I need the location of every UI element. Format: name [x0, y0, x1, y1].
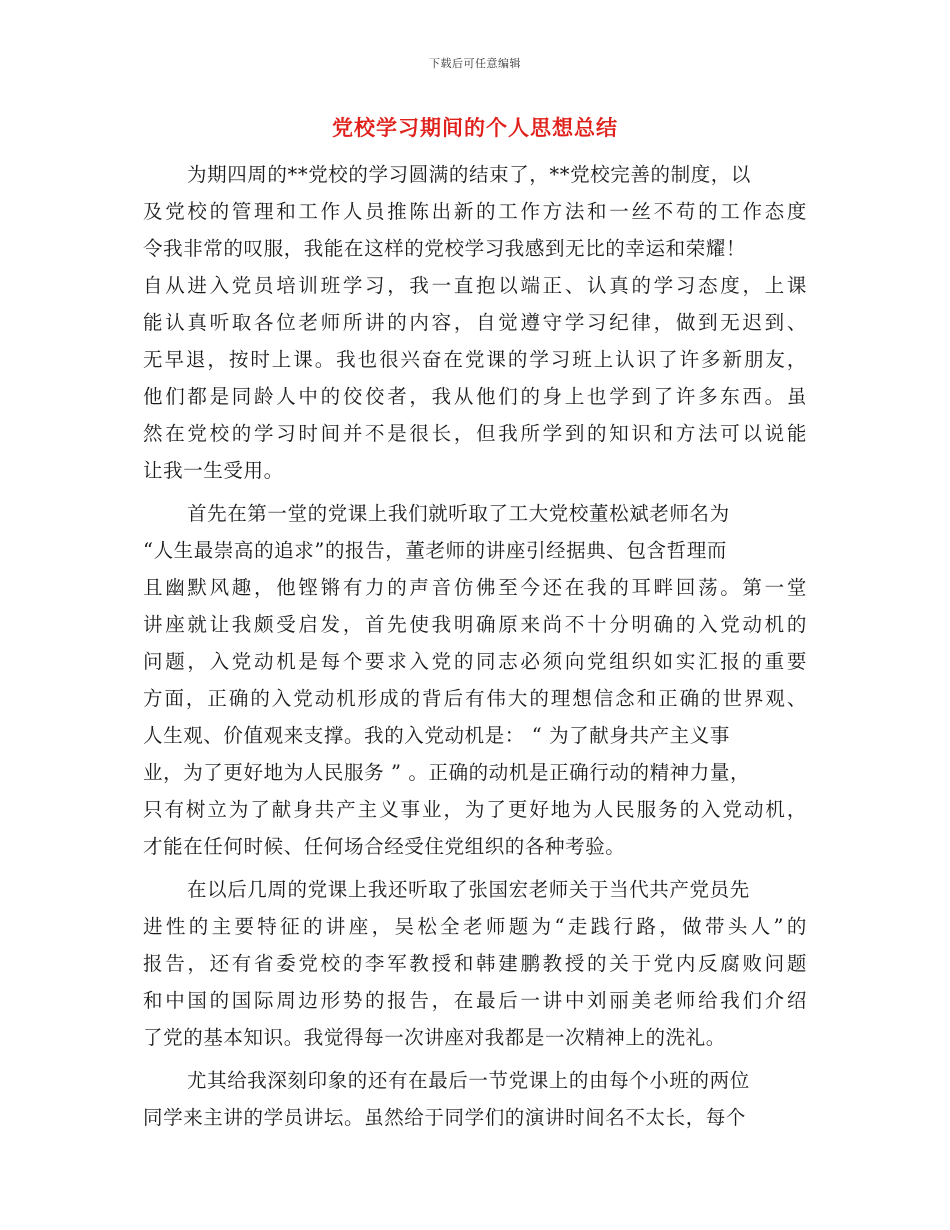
text-line: 且幽默风趣，他铿锵有力的声音仿佛至今还在我的耳畔回荡。第一堂	[143, 576, 807, 599]
text-line: 只有树立为了献身共产主义事业，为了更好地为人民服务的入党动机，	[143, 798, 807, 821]
text-line: 业，为了更好地为人民服务 ” 。正确的动机是正确行动的精神力量，	[143, 761, 751, 784]
text-line: 才能在任何时候、任何场合经受住党组织的各种考验。	[143, 835, 626, 858]
text-line: 人生观、价值观来支撑。我的入党动机是： “ 为了献身共产主义事	[143, 724, 730, 747]
text-line: 了党的基本知识。我觉得每一次讲座对我都是一次精神上的洗礼。	[143, 1026, 726, 1049]
text-line: 他们都是同龄人中的佼佼者，我从他们的身上也学到了许多东西。虽	[143, 385, 807, 408]
text-line: 然在党校的学习时间并不是很长，但我所学到的知识和方法可以说能	[143, 422, 807, 445]
text-line: 令我非常的叹服，我能在这样的党校学习我感到无比的幸运和荣耀！	[143, 237, 747, 260]
text-line: 自从进入党员培训班学习，我一直抱以端正、认真的学习态度，上课	[143, 274, 807, 297]
text-line: 首先在第一堂的党课上我们就听取了工大党校董松斌老师名为	[187, 502, 730, 525]
text-line: “人生最崇高的追求”的报告，董老师的讲座引经据典、包含哲理而	[143, 539, 727, 562]
download-note-header: 下载后可任意编辑	[429, 57, 521, 70]
document-title: 党校学习期间的个人思想总结	[332, 116, 618, 140]
text-line: 和中国的国际周边形势的报告，在最后一讲中刘丽美老师给我们介绍	[143, 989, 807, 1012]
text-line: 及党校的管理和工作人员推陈出新的工作方法和一丝不苟的工作态度	[143, 200, 807, 223]
paragraph-2	[143, 495, 807, 865]
text-line: 进性的主要特征的讲座，吴松全老师题为“走践行路，做带头人”的	[143, 915, 807, 938]
text-line: 在以后几周的党课上我还听取了张国宏老师关于当代共产党员先	[187, 878, 750, 901]
document-body	[143, 156, 807, 1136]
text-line: 同学来主讲的学员讲坛。虽然给于同学们的演讲时间名不太长，每个	[143, 1106, 747, 1129]
text-line: 报告，还有省委党校的李军教授和韩建鹏教授的关于党内反腐败问题	[143, 952, 807, 975]
text-line: 尤其给我深刻印象的还有在最后一节党课上的由每个小班的两位	[187, 1069, 750, 1092]
text-line: 讲座就让我颇受启发，首先使我明确原来尚不十分明确的入党动机的	[143, 613, 807, 636]
text-line: 为期四周的**党校的学习圆满的结束了，**党校完善的制度，以	[187, 163, 752, 186]
paragraph-3	[143, 871, 807, 1056]
paragraph-1	[143, 156, 807, 489]
paragraph-4	[143, 1062, 807, 1136]
text-line: 方面，正确的入党动机形成的背后有伟大的理想信念和正确的世界观、	[143, 687, 807, 710]
text-line: 能认真听取各位老师所讲的内容，自觉遵守学习纪律，做到无迟到、	[143, 311, 807, 334]
text-line: 无早退，按时上课。我也很兴奋在党课的学习班上认识了许多新朋友，	[143, 348, 807, 371]
text-line: 问题，入党动机是每个要求入党的同志必须向党组织如实汇报的重要	[143, 650, 807, 673]
text-line: 让我一生受用。	[143, 459, 284, 482]
